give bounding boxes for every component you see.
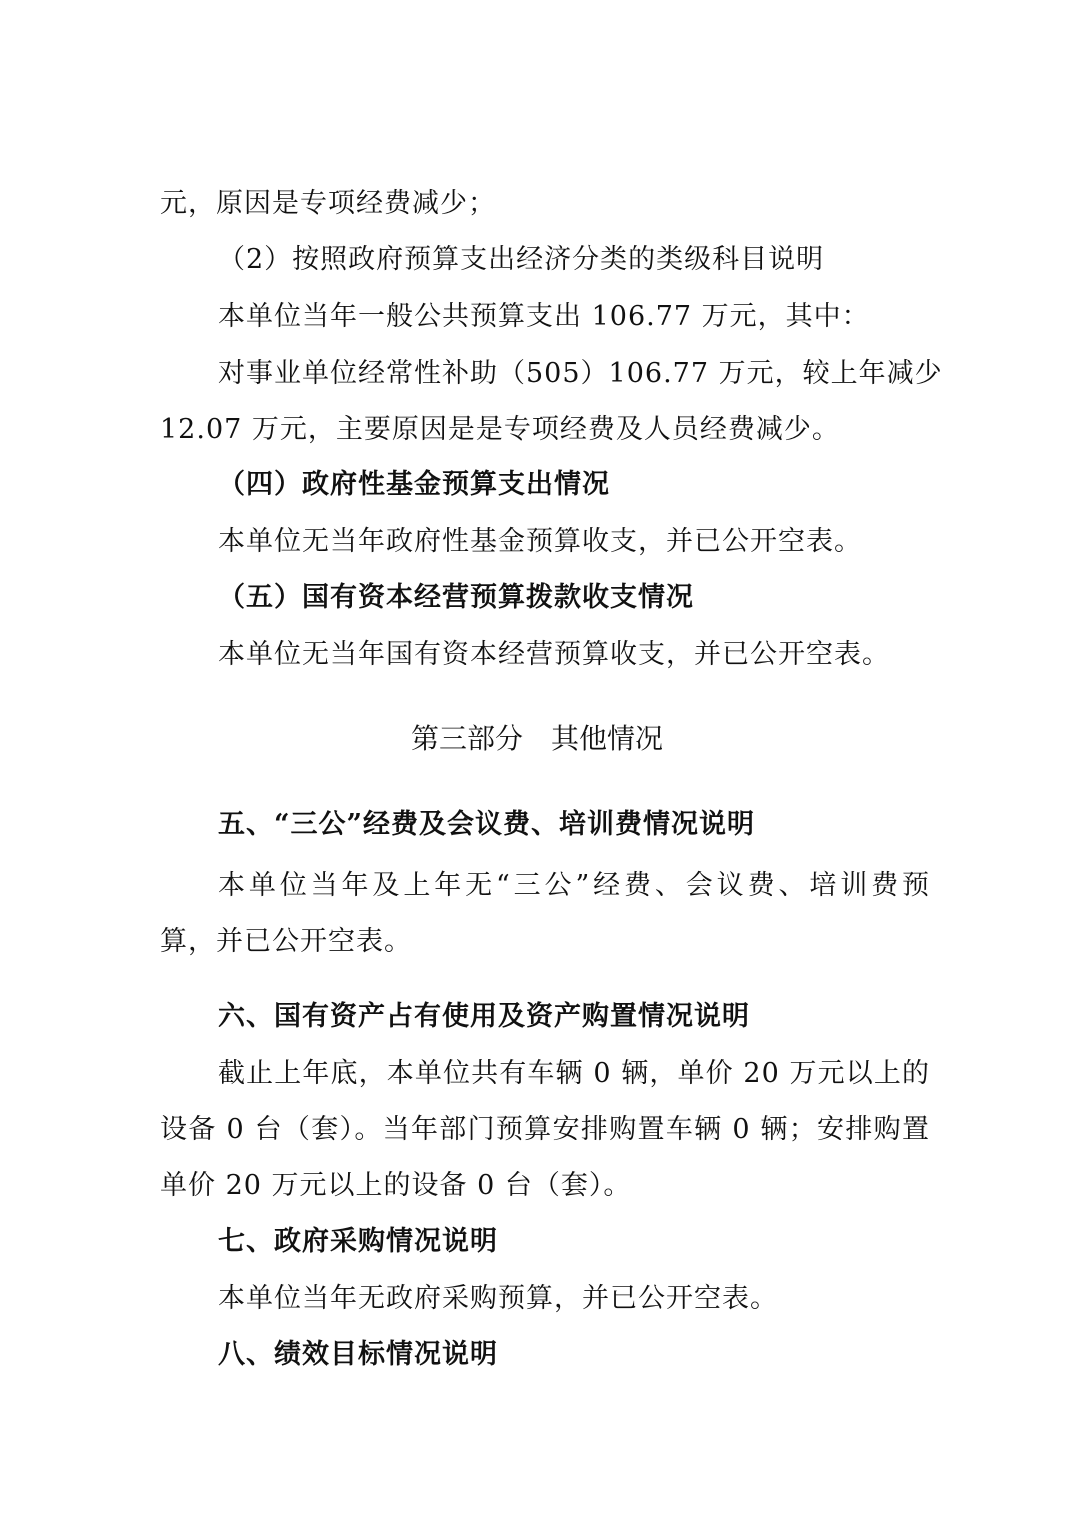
paragraph-line: 本单位当年无政府采购预算，并已公开空表。 xyxy=(218,1283,778,1314)
part-title: 第三部分 其他情况 xyxy=(410,722,663,755)
paragraph-line: 12.07 万元，主要原因是是专项经费及人员经费减少。 xyxy=(160,414,840,445)
paragraph-line: 本单位当年及上年无“三公”经费、会议费、培训费预 xyxy=(218,870,930,901)
section-heading: （五）国有资本经营预算拨款收支情况 xyxy=(218,582,694,613)
paragraph-line: 本单位无当年国有资本经营预算收支，并已公开空表。 xyxy=(218,639,890,670)
paragraph-line: 算，并已公开空表。 xyxy=(160,926,412,957)
section-heading: 七、政府采购情况说明 xyxy=(218,1226,498,1257)
section-heading: 六、国有资产占有使用及资产购置情况说明 xyxy=(218,1001,750,1032)
section-heading: 五、“三公”经费及会议费、培训费情况说明 xyxy=(218,809,756,840)
section-heading: 八、绩效目标情况说明 xyxy=(218,1339,498,1370)
paragraph-line: 元，原因是专项经费减少； xyxy=(160,188,496,219)
paragraph-line: 对事业单位经常性补助（505）106.77 万元，较上年减少 xyxy=(218,358,943,389)
paragraph-line: 设备 0 台（套）。当年部门预算安排购置车辆 0 辆；安排购置 xyxy=(160,1114,930,1145)
subsection-heading: （2）按照政府预算支出经济分类的类级科目说明 xyxy=(218,244,825,275)
paragraph-line: 本单位当年一般公共预算支出 106.77 万元，其中： xyxy=(218,301,870,332)
paragraph-line: 截止上年底，本单位共有车辆 0 辆，单价 20 万元以上的 xyxy=(218,1058,930,1089)
paragraph-line: 单价 20 万元以上的设备 0 台（套）。 xyxy=(160,1170,632,1201)
paragraph-line: 本单位无当年政府性基金预算收支，并已公开空表。 xyxy=(218,526,862,557)
section-heading: （四）政府性基金预算支出情况 xyxy=(218,469,610,500)
